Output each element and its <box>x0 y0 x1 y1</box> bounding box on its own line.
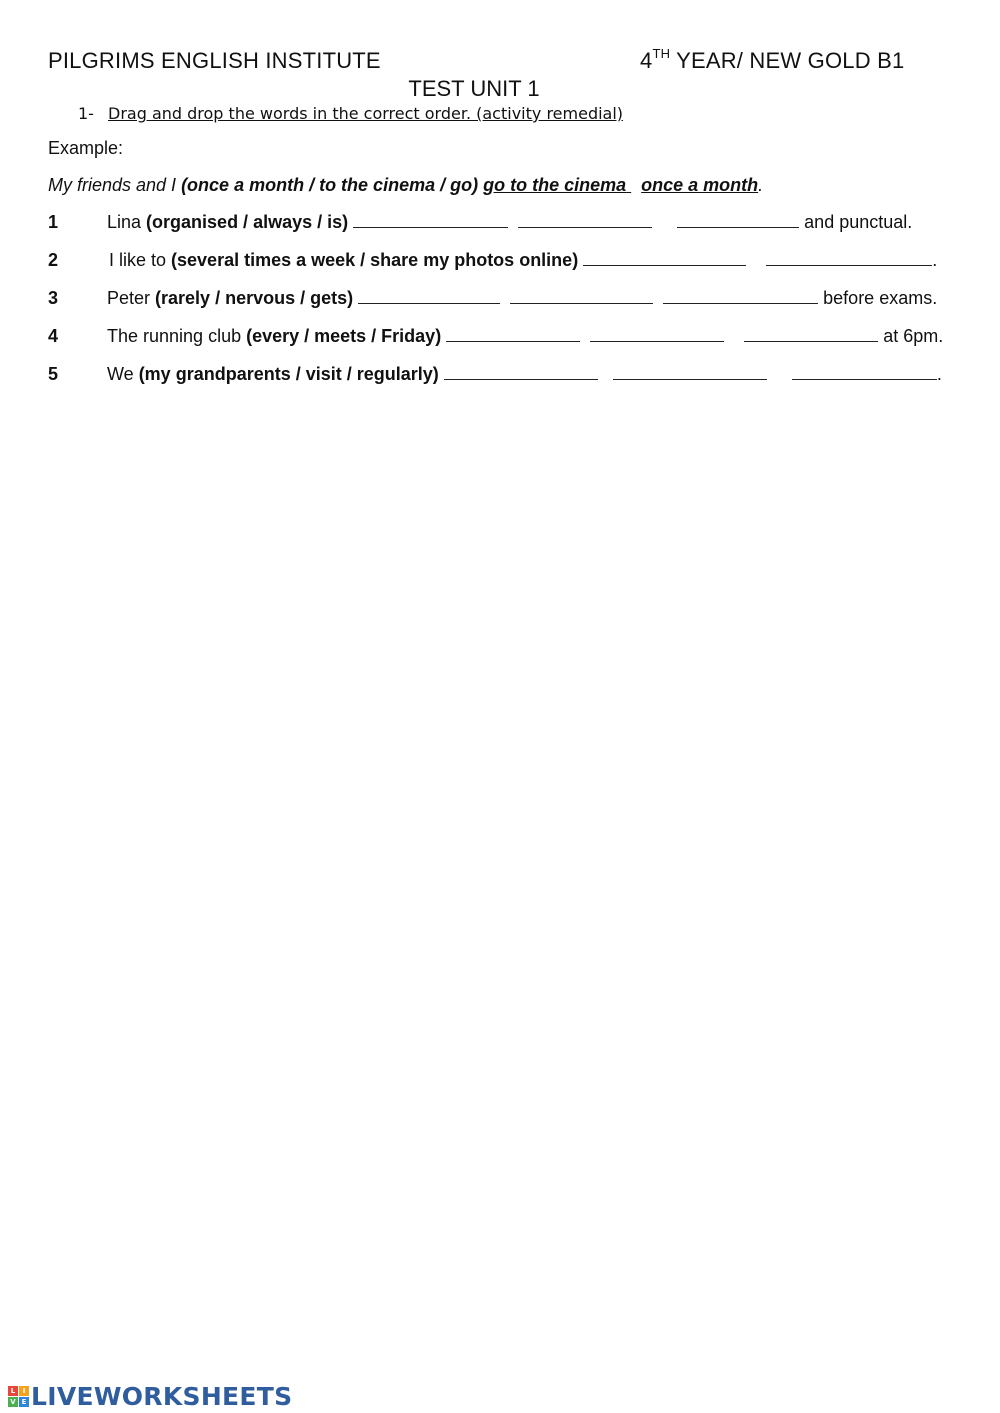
course-level <box>640 48 904 74</box>
question-prompt: (organised / always / is) <box>146 212 349 232</box>
example-answer-1: go to the cinema <box>483 175 627 195</box>
answer-blank-3[interactable] <box>677 213 799 228</box>
answer-blank-3[interactable] <box>792 365 937 380</box>
year-ordinal: TH <box>652 46 671 61</box>
question-prompt: (rarely / nervous / gets) <box>155 288 354 308</box>
logo-icon <box>8 1386 29 1407</box>
question-lead: We <box>107 364 139 384</box>
answer-blank-3[interactable] <box>744 327 878 342</box>
logo-tile: L <box>8 1386 18 1396</box>
question-tail: . <box>936 364 942 384</box>
answer-blank-3[interactable] <box>663 289 818 304</box>
liveworksheets-logo <box>8 1381 292 1411</box>
question-number: 4 <box>48 326 59 346</box>
question-lead: Peter <box>107 288 156 308</box>
question-lead: The running club <box>107 326 247 346</box>
example-end: . <box>758 175 764 195</box>
question-number: 2 <box>48 250 59 270</box>
question-prompt: (my grandparents / visit / regularly) <box>138 364 439 384</box>
question-number: 3 <box>48 288 59 308</box>
answer-blank-1[interactable] <box>353 213 508 228</box>
answer-blank-2[interactable] <box>590 327 724 342</box>
answer-blank-2[interactable] <box>518 213 652 228</box>
question-lead: Lina <box>107 212 147 232</box>
institute-name: PILGRIMS ENGLISH INSTITUTE <box>48 48 381 73</box>
question-prompt: (several times a week / share my photos online) <box>171 250 579 270</box>
logo-tile: E <box>19 1397 29 1407</box>
example-answer-2: once a month <box>641 175 759 195</box>
question-tail: at 6pm. <box>878 326 944 346</box>
example-prompt: (once a month / to the cinema / go) <box>181 175 479 195</box>
question-tail: before exams. <box>818 288 938 308</box>
logo-text: LIVEWORKSHEETS <box>31 1381 293 1411</box>
example-label: Example: <box>48 138 124 158</box>
question-number: 1 <box>48 212 59 232</box>
question-prompt: (every / meets / Friday) <box>246 326 442 346</box>
year-course: YEAR/ NEW GOLD B1 <box>670 48 905 73</box>
instruction <box>78 104 623 123</box>
question-tail: and punctual. <box>799 212 913 232</box>
answer-blank-1[interactable] <box>583 251 746 266</box>
instruction-text: Drag and drop the words in the correct order. (activity remedial) <box>108 104 624 123</box>
year-number: 4 <box>640 48 653 73</box>
answer-blank-2[interactable] <box>510 289 653 304</box>
answer-blank-1[interactable] <box>446 327 580 342</box>
question-tail: . <box>932 250 938 270</box>
example-sentence <box>48 175 763 196</box>
instruction-number: 1- <box>78 104 94 123</box>
answer-blank-1[interactable] <box>358 289 500 304</box>
answer-blank-2[interactable] <box>613 365 767 380</box>
question-number: 5 <box>48 364 59 384</box>
logo-tile: I <box>19 1386 29 1396</box>
logo-tile: V <box>8 1397 18 1407</box>
answer-blank-2[interactable] <box>766 251 932 266</box>
page-title: TEST UNIT 1 <box>408 76 540 101</box>
example-lead: My friends and I <box>48 175 182 195</box>
answer-blank-1[interactable] <box>444 365 598 380</box>
question-lead: I like to <box>109 250 172 270</box>
